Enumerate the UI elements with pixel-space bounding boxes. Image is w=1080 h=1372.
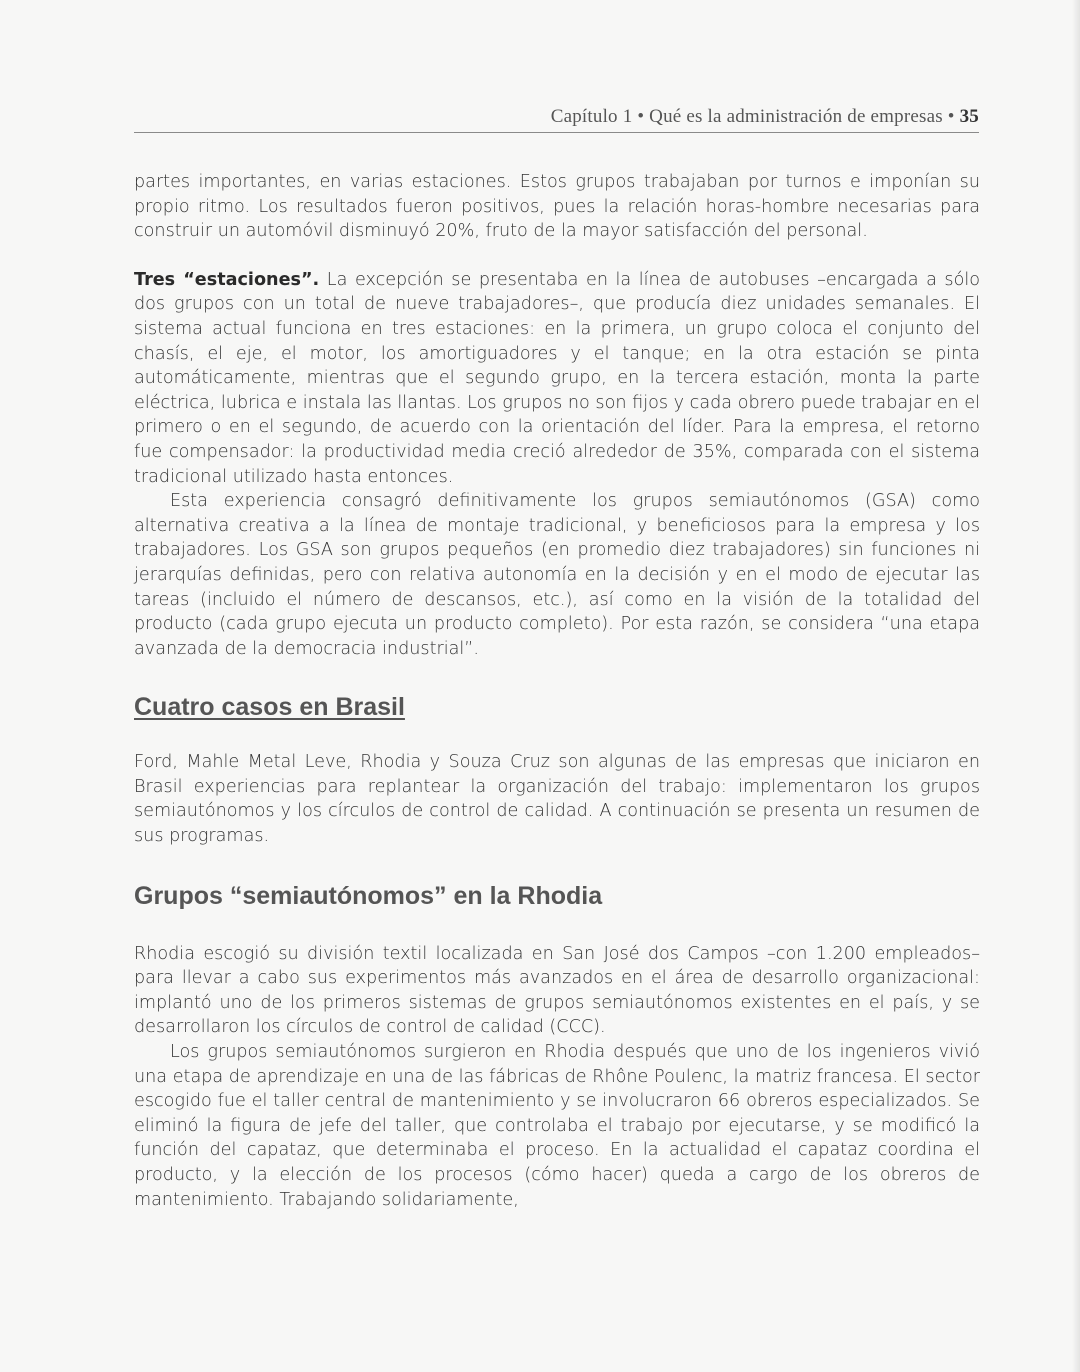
paragraph-lead: Tres “estaciones”. [134, 269, 320, 290]
section-heading-cuatro-casos: Cuatro casos en Brasil [134, 693, 405, 722]
running-title: Capítulo 1 • Qué es la administración de empresas • [550, 106, 955, 127]
running-header [134, 106, 979, 128]
paragraph-3: Esta experiencia consagró definitivamente los grupos semiautónomos (GSA) como alternativa creativa a la línea de montaje tradicional, y beneficiosos para la empresa y los trabajadores. Los GSA son grupos pequeños (en promedio diez trabajadores) sin funciones ni jerarquías definidas, pero con relativa autonomía en la decisión y en el modo de ejecutar las tareas (incluido el número de descansos, etc.), así como en la visión de la totalidad del producto (cada grupo ejecuta un producto completo). Por esta razón, se considera “una etapa avanzada de la democracia industrial”. [134, 491, 980, 659]
paragraph-1: partes importantes, en varias estaciones. Estos grupos trabajaban por turnos e imponían su propio ritmo. Los resultados fueron positivos, pues la relación horas-hombre necesarias para construir un automóvil disminuyó 20%, fruto de la mayor satisfacción del personal. [134, 172, 980, 242]
page-edge-shadow [1072, 0, 1080, 1372]
paragraph-5: Rhodia escogió su división textil localizada en San José dos Campos –con 1.200 empleados– para llevar a cabo sus experimentos más avanzados en el área de desarrollo organizacional: implantó uno de los primeros sistemas de grupos semiautónomos existentes en el país, y se desarrollaron los círculos de control de calidad (CCC). [134, 943, 980, 1038]
paragraph-2-text: La excepción se presentaba en la línea de autobuses –encargada a sólo dos grupos con un total de nueve trabajadores–, que producía diez unidades semanales. El sistema actual funciona en tres estaciones: en la primera, un grupo coloca el conjunto del chasís, el eje, el motor, los amortiguadores y el tanque; en la otra estación se pinta automáticamente, mientras que el segundo grupo, en la tercera estación, monta la parte eléctrica, lubrica e instala las llantas. Los grupos no son fijos y cada obrero puede trabajar en el primero o en el segundo, de acuerdo con la orientación del líder. Para la empresa, el retorno fue compensador: la productividad media creció alrededor de 35%, comparada con el sistema tradicional utilizado hasta entonces. [134, 269, 980, 487]
paragraph-6: Los grupos semiautónomos surgieron en Rhodia después que uno de los ingenieros vivió una etapa de aprendizaje en una de las fábricas de Rhône Poulenc, la matriz francesa. El sector escogido fue el taller central de mantenimiento y se involucraron 66 obreros especializados. Se eliminó la figura de jefe del taller, que controlaba el trabajo por ejecutarse, y se modificó la función del capataz, que determinaba el proceso. En la actualidad el capataz coordina el producto, y la elección de los procesos (cómo hacer) queda a cargo de los obreros de mantenimiento. Trabajando solidariamente, [134, 1042, 980, 1210]
paragraph-4: Ford, Mahle Metal Leve, Rhodia y Souza Cruz son algunas de las empresas que iniciaron en Brasil experiencias para replantear la organización del trabajo: implementaron los grupos semiautónomos y los círculos de control de calidad. A continuación se presenta un resumen de sus programas. [134, 752, 980, 847]
page-number: 35 [959, 106, 979, 127]
page-body [134, 170, 980, 1212]
header-rule [134, 132, 979, 133]
paragraph-tres-estaciones [134, 268, 980, 489]
section-heading-rhodia: Grupos “semiautónomos” en la Rhodia [134, 881, 603, 910]
